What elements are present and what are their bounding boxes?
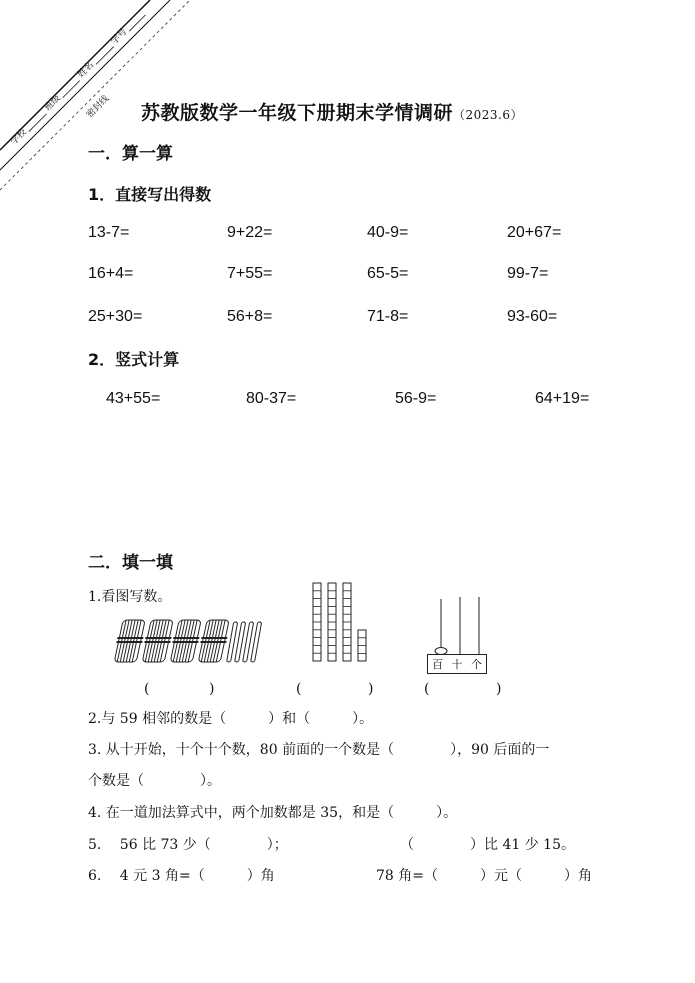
question-5-part-a: 5. 56 比 73 少（ ）； [88,837,288,853]
corner-field-school: 学校 [9,127,29,148]
label-tens: 十 [451,658,463,671]
answer-blank-close: ) [209,681,215,697]
corner-field-id: 学号 [109,26,130,47]
calc-item: 25+30= [88,308,143,325]
calc-item: 9+22= [227,224,273,241]
question-6-part-b: 78 角=（ ）元（ ）角 [376,868,592,884]
answer-blank-open: ( [144,681,150,697]
title-text: 苏教版数学一年级下册期末学情调研 [141,102,454,124]
calc-item: 40-9= [367,224,409,241]
label-hundreds: 百 [432,658,444,671]
cube-columns-image [310,580,370,664]
vertical-calc-item: 64+19= [535,390,590,407]
question-6-part-a: 6. 4 元 3 角=（ ）角 [88,868,275,884]
calc-item: 56+8= [227,308,273,325]
calc-item: 7+55= [227,265,273,282]
vertical-calc-item: 56-9= [395,390,437,407]
page-title [141,98,523,125]
stick-bundles-image [112,614,267,666]
question-4: 4. 在一道加法算式中，两个加数都是 35，和是（ ）。 [88,805,458,821]
seal-label: 密封线 [85,93,112,121]
question-3-line-2: 个数是（ ）。 [88,773,221,789]
calc-item: 71-8= [367,308,409,325]
calc-item: 16+4= [88,265,134,282]
question-2: 2.与 59 相邻的数是（ ）和（ ）。 [88,711,374,727]
corner-fields [8,8,147,147]
calc-item: 13-7= [88,224,130,241]
corner-field-class: 班级 [42,93,63,114]
place-value-labels [427,654,487,674]
part-heading-1-1: 1．直接写出得数 [88,185,212,204]
vertical-calc-item: 43+55= [106,390,161,407]
answer-blank-open: ( [424,681,430,697]
answer-blank-open: ( [296,681,302,697]
answer-blank-close: ) [368,681,374,697]
question-1: 1.看图写数。 [88,589,172,605]
corner-field-name: 姓名 [76,60,97,80]
calc-item: 93-60= [507,308,558,325]
calc-item: 99-7= [507,265,549,282]
question-5-part-b: （ ）比 41 少 15。 [400,837,575,853]
calc-item: 20+67= [507,224,562,241]
answer-blank-close: ) [496,681,502,697]
section-heading-1: 一．算一算 [88,144,173,164]
calc-item: 65-5= [367,265,409,282]
question-3-line-1: 3. 从十开始，十个十个数，80 前面的一个数是（ ），90 后面的一 [88,742,550,758]
part-heading-1-2: 2．竖式计算 [88,350,180,369]
vertical-calc-item: 80-37= [246,390,297,407]
section-heading-2: 二．填一填 [88,553,173,573]
label-ones: 个 [470,658,482,671]
abacus-image [430,595,492,655]
title-date: （2023.6） [453,108,524,122]
